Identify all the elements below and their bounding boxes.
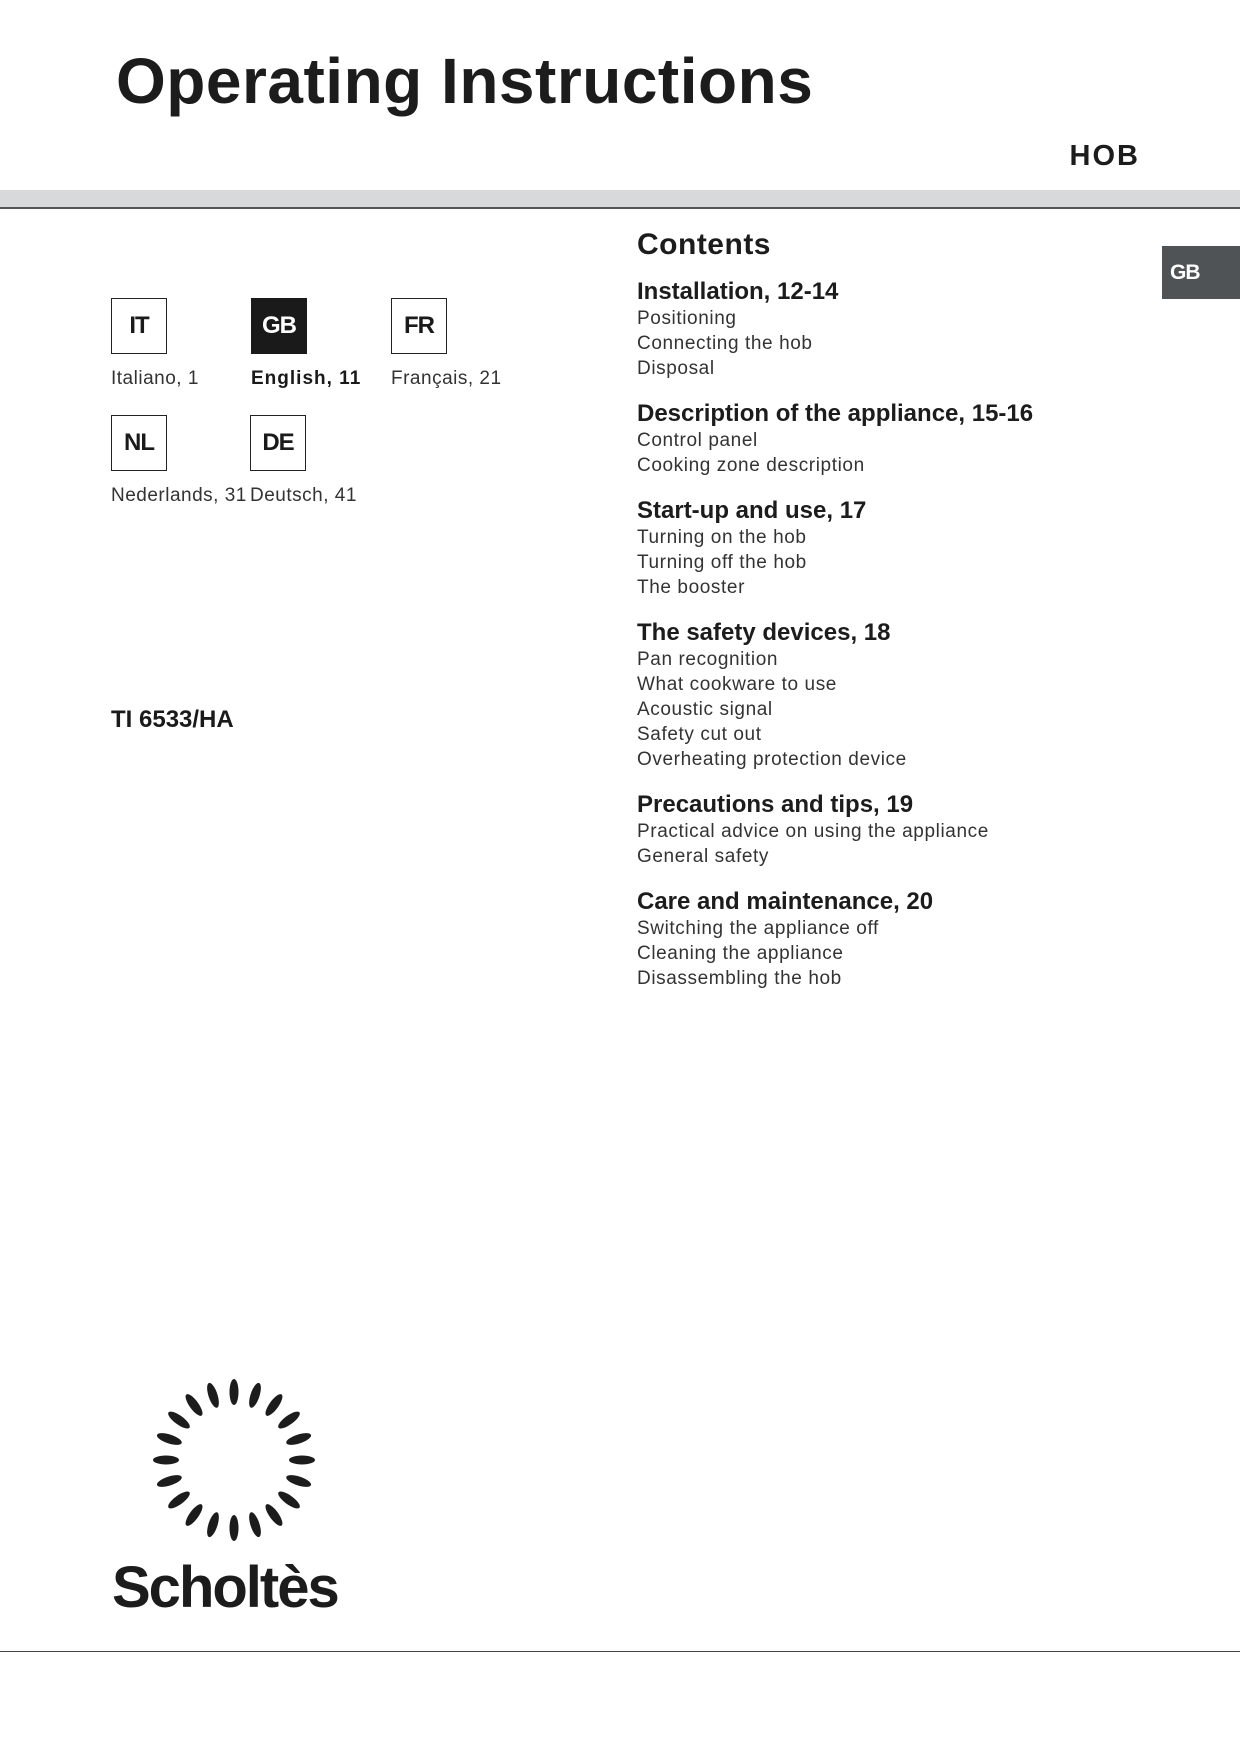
- section-item: Cooking zone description: [637, 455, 865, 476]
- lang-label-gb: English, 11: [251, 368, 362, 389]
- section-item: Positioning: [637, 308, 737, 329]
- section-item: Turning on the hob: [637, 527, 807, 548]
- section-item: Safety cut out: [637, 724, 762, 745]
- contents-section: [637, 619, 1197, 772]
- section-item: Cleaning the appliance: [637, 943, 844, 964]
- sun-ray: [153, 1456, 179, 1465]
- brand-name: Scholtès: [112, 1555, 338, 1620]
- language-side-tab: GB: [1162, 246, 1240, 299]
- sun-ray: [289, 1456, 315, 1465]
- footer-divider: [0, 1651, 1240, 1652]
- section-item: The booster: [637, 577, 745, 598]
- page-title: Operating Instructions: [116, 45, 814, 117]
- contents-section: [637, 278, 1197, 381]
- header-divider: [0, 190, 1240, 209]
- lang-label-fr: Français, 21: [391, 368, 502, 389]
- lang-label-nl: Nederlands, 31: [111, 485, 247, 506]
- sun-ray: [166, 1489, 192, 1512]
- section-item: Pan recognition: [637, 649, 779, 670]
- lang-box-de[interactable]: DE: [250, 415, 306, 471]
- section-item: Practical advice on using the appliance: [637, 821, 989, 842]
- sun-ray: [183, 1392, 206, 1418]
- sun-ray: [247, 1511, 264, 1539]
- sun-ray: [247, 1382, 264, 1410]
- lang-box-nl[interactable]: NL: [111, 415, 167, 471]
- section-item: Acoustic signal: [637, 699, 773, 720]
- model-number: TI 6533/HA: [111, 706, 234, 733]
- section-item: Control panel: [637, 430, 758, 451]
- lang-label-de: Deutsch, 41: [250, 485, 357, 506]
- document-type: HOB: [1069, 140, 1140, 172]
- lang-box-gb[interactable]: GB: [251, 298, 307, 354]
- contents-title: Contents: [637, 228, 771, 261]
- contents-section: [637, 400, 1197, 478]
- section-item: Switching the appliance off: [637, 918, 879, 939]
- section-heading: Installation, 12-14: [637, 278, 839, 305]
- sun-ray: [276, 1409, 302, 1432]
- section-heading: Description of the appliance, 15-16: [637, 400, 1034, 427]
- sun-ray: [166, 1409, 192, 1432]
- sun-ray: [183, 1502, 206, 1528]
- sun-ray: [276, 1489, 302, 1512]
- lang-label-it: Italiano, 1: [111, 368, 199, 389]
- lang-box-it[interactable]: IT: [111, 298, 167, 354]
- section-heading: The safety devices, 18: [637, 619, 891, 646]
- table-of-contents: [637, 228, 1197, 1010]
- sun-ray: [205, 1382, 222, 1410]
- sun-ray: [156, 1473, 184, 1490]
- section-heading: Precautions and tips, 19: [637, 791, 914, 818]
- section-item: Overheating protection device: [637, 749, 907, 770]
- section-heading: Start-up and use, 17: [637, 497, 867, 524]
- section-item: General safety: [637, 846, 769, 867]
- sun-ray: [230, 1515, 239, 1541]
- contents-section: [637, 791, 1197, 869]
- sun-ray: [156, 1431, 184, 1448]
- section-item: Disassembling the hob: [637, 968, 842, 989]
- lang-box-fr[interactable]: FR: [391, 298, 447, 354]
- sun-logo-icon: [110, 1360, 356, 1620]
- sun-ray: [285, 1431, 313, 1448]
- sun-ray: [285, 1473, 313, 1490]
- section-item: Connecting the hob: [637, 333, 813, 354]
- brand-logo: [110, 1360, 356, 1620]
- section-item: What cookware to use: [637, 674, 837, 695]
- sun-ray: [205, 1511, 222, 1539]
- section-heading: Care and maintenance, 20: [637, 888, 934, 915]
- contents-section: [637, 497, 1197, 600]
- sun-ray: [263, 1502, 286, 1528]
- sun-ray: [230, 1379, 239, 1405]
- section-item: Disposal: [637, 358, 715, 379]
- contents-section: [637, 888, 1197, 991]
- section-item: Turning off the hob: [637, 552, 807, 573]
- sun-ray: [263, 1392, 286, 1418]
